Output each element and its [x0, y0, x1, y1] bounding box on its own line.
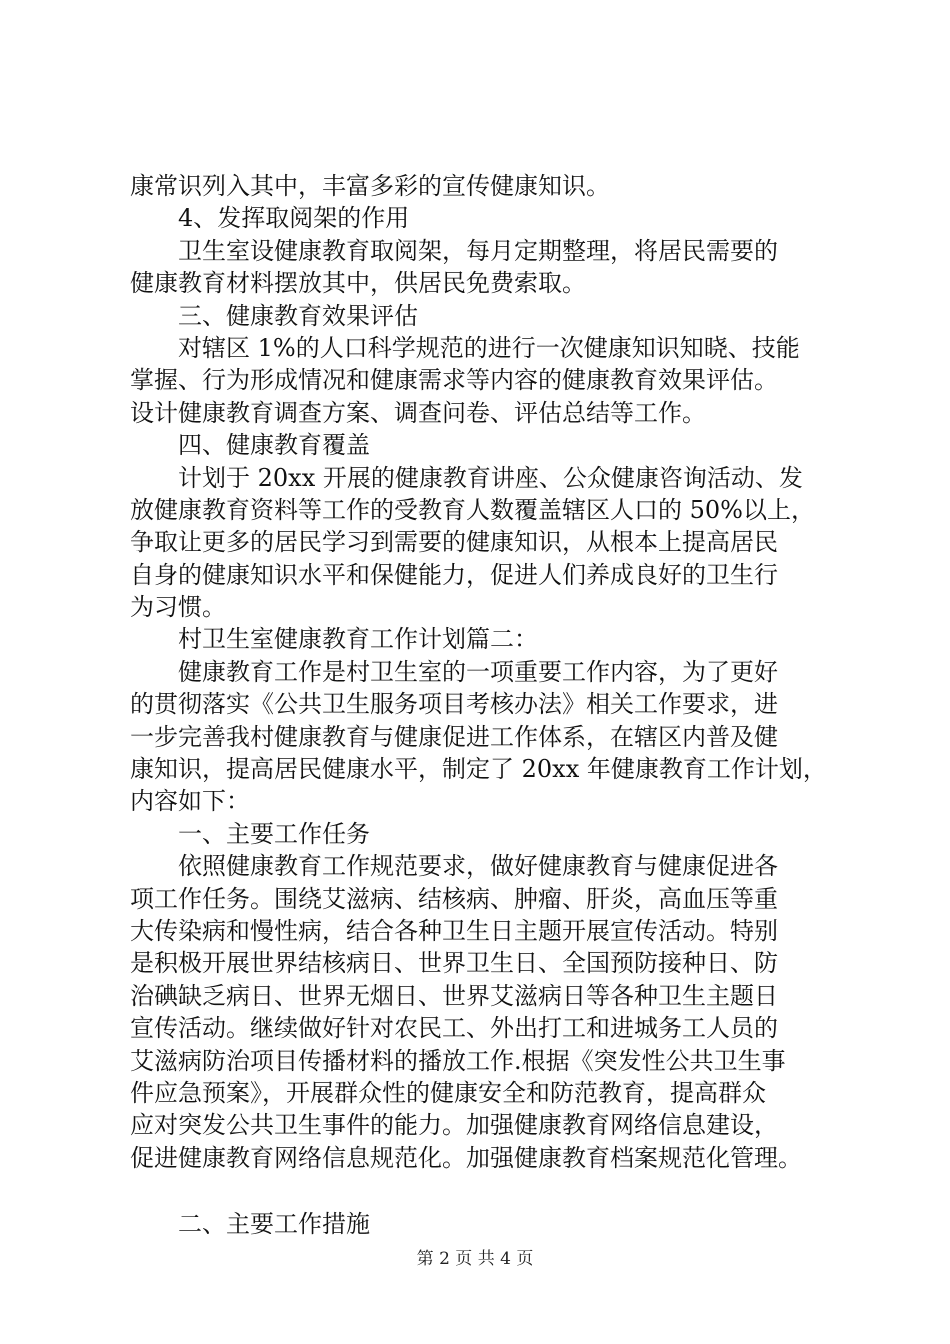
body-line: 为习惯。: [130, 593, 226, 622]
page-number-label: 第 2 页 共 4 页: [416, 1249, 534, 1269]
body-line: 治碘缺乏病日、世界无烟日、世界艾滋病日等各种卫生主题日: [130, 981, 778, 1010]
body-line: 一步完善我村健康教育与健康促进工作体系，在辖区内普及健: [130, 722, 778, 751]
body-line: 项工作任务。围绕艾滋病、结核病、肿瘤、肝炎，高血压等重: [130, 884, 778, 913]
section-heading: 四、健康教育覆盖: [178, 431, 370, 460]
section-heading: 村卫生室健康教育工作计划篇二：: [178, 625, 538, 654]
section-heading: 一、主要工作任务: [178, 819, 370, 848]
body-line: 放健康教育资料等工作的受教育人数覆盖辖区人口的 50%以上，: [130, 495, 815, 524]
body-line: 康常识列入其中，丰富多彩的宣传健康知识。: [130, 172, 610, 200]
body-line: 大传染病和慢性病，结合各种卫生日主题开展宣传活动。特别: [130, 916, 778, 945]
body-line: 是积极开展世界结核病日、世界卫生日、全国预防接种日、防: [130, 949, 778, 978]
section-heading: 4、发挥取阅架的作用: [178, 204, 410, 233]
body-line: 宣传活动。继续做好针对农民工、外出打工和进城务工人员的: [130, 1014, 778, 1043]
body-line: 掌握、行为形成情况和健康需求等内容的健康教育效果评估。: [130, 366, 778, 395]
body-line: 艾滋病防治项目传播材料的播放工作.根据《突发性公共卫生事: [130, 1046, 786, 1075]
section-heading: 二、主要工作措施: [178, 1210, 370, 1239]
body-line: 依照健康教育工作规范要求，做好健康教育与健康促进各: [178, 852, 778, 881]
document-body: [130, 170, 835, 1241]
body-line: 自身的健康知识水平和保健能力，促进人们养成良好的卫生行: [130, 560, 778, 589]
section-heading: 三、健康教育效果评估: [178, 301, 418, 330]
body-line: 对辖区 1%的人口科学规范的进行一次健康知识知晓、技能: [178, 333, 800, 362]
body-line: 健康教育材料摆放其中，供居民免费索取。: [130, 269, 586, 298]
body-line: 争取让更多的居民学习到需要的健康知识，从根本上提高居民: [130, 528, 778, 557]
body-line: 康知识，提高居民健康水平，制定了 20xx 年健康教育工作计划，: [130, 755, 827, 784]
body-line: 设计健康教育调查方案、调查问卷、评估总结等工作。: [130, 398, 706, 427]
body-line: 内容如下：: [130, 787, 250, 816]
paragraph-gap: [130, 1174, 835, 1208]
body-line: 促进健康教育网络信息规范化。加强健康教育档案规范化管理。: [130, 1143, 802, 1172]
body-line: 应对突发公共卫生事件的能力。加强健康教育网络信息建设，: [130, 1111, 778, 1140]
body-line: 计划于 20xx 开展的健康教育讲座、公众健康咨询活动、发: [178, 463, 803, 492]
body-line: 健康教育工作是村卫生室的一项重要工作内容，为了更好: [178, 657, 778, 686]
page-footer: [0, 1244, 950, 1269]
body-line: 的贯彻落实《公共卫生服务项目考核办法》相关工作要求，进: [130, 690, 778, 719]
body-line: 卫生室设健康教育取阅架，每月定期整理，将居民需要的: [178, 236, 778, 265]
body-line: 件应急预案》，开展群众性的健康安全和防范教育，提高群众: [130, 1078, 766, 1107]
